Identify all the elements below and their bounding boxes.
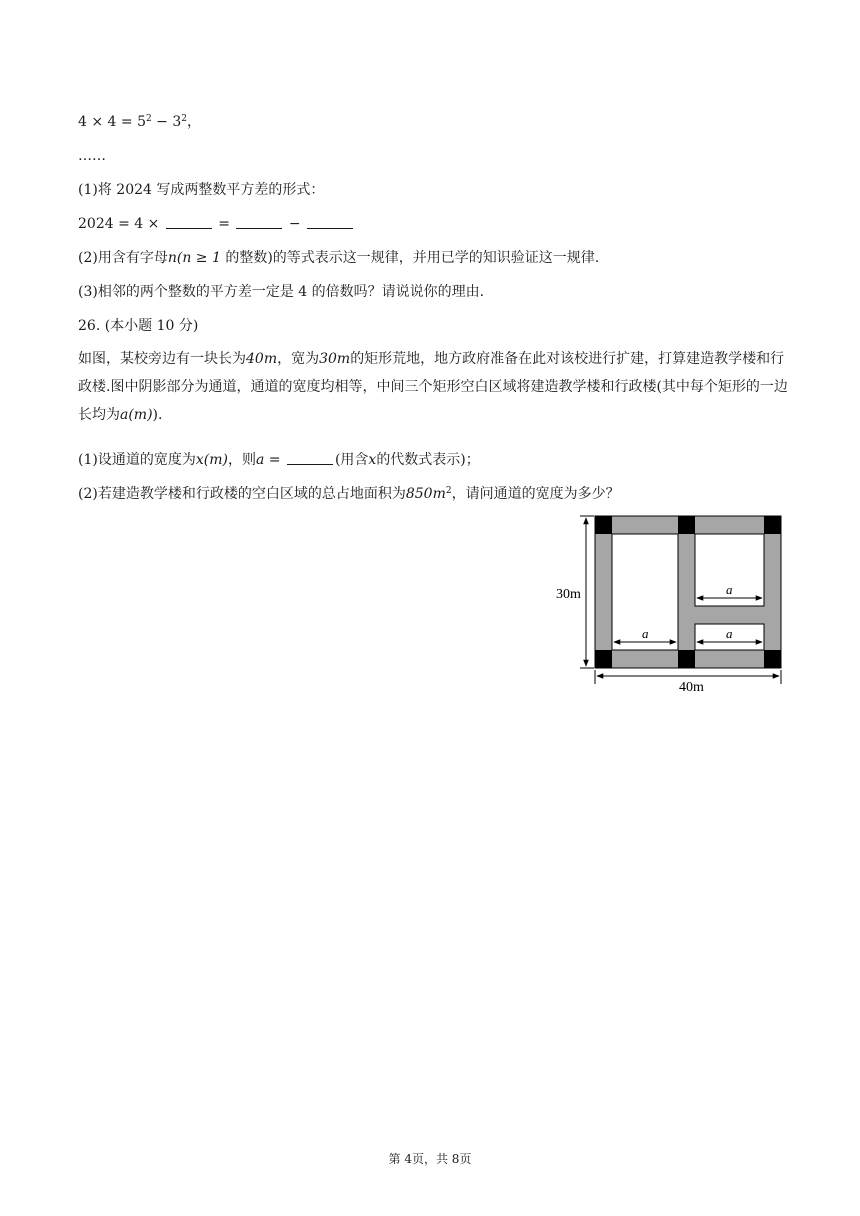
answer-blank[interactable]	[166, 216, 212, 229]
corner-block	[764, 516, 781, 534]
question-1: (1)将 2024 写成两整数平方差的形式：	[78, 182, 325, 198]
site-plan-svg	[548, 508, 788, 703]
q1-eq-sign2: −	[288, 216, 301, 232]
example-equation	[78, 112, 790, 132]
q2-prefix: (2)用含有字母	[78, 250, 168, 266]
sub-question-1	[78, 450, 790, 470]
q1-eq-sign1: =	[218, 216, 230, 232]
eq-end: ，	[187, 114, 201, 130]
eq-exp1: 2	[145, 114, 152, 124]
answer-blank[interactable]	[236, 216, 282, 229]
sub-question-2	[78, 484, 790, 504]
height-label: 30m	[556, 587, 581, 602]
corner-block	[764, 650, 781, 668]
answer-blank[interactable]	[307, 216, 353, 229]
s1-end: 的代数式表示)；	[376, 452, 480, 468]
corner-block	[678, 516, 695, 534]
a-label: a	[726, 582, 733, 597]
problem-26-body	[78, 345, 790, 429]
body-text-3: 的矩形荒地，地方政府准备在此对该校进行扩建，打算建造教学楼和行政楼.图中阴影部分为通道，通道的宽度均相等，中间三个矩形空白区域将建造教学楼和行政楼(其中每个矩形的一边长均为	[78, 351, 788, 423]
q2-var: n(n ≥ 1	[167, 250, 221, 266]
site-plan-figure	[548, 508, 788, 703]
s1-suffix: (用含	[334, 452, 369, 468]
ellipsis: ……	[78, 148, 106, 164]
s2-prefix: (2)若建造教学楼和行政楼的空白区域的总占地面积为	[78, 486, 406, 502]
s2-exp: 2	[445, 486, 452, 496]
body-text-1: 如图，某校旁边有一块长为	[78, 351, 246, 367]
eq-exp2: 2	[181, 114, 187, 124]
a-label: a	[726, 626, 733, 641]
question-2	[78, 248, 790, 268]
q2-suffix: 的整数)的等式表示这一规律，并用已学的知识验证这一规律.	[220, 250, 600, 266]
s2-suffix: ，请问通道的宽度为多少？	[451, 486, 620, 502]
corner-block	[595, 516, 612, 534]
s1-mid: ，则	[227, 452, 256, 468]
s2-area: 850m	[405, 486, 446, 502]
corner-block	[595, 650, 612, 668]
question-3: (3)相邻的两个整数的平方差一定是 4 的倍数吗？请说说你的理由.	[78, 284, 485, 300]
s1-var: x(m)	[195, 452, 228, 468]
a-variable: a(m)	[120, 407, 153, 423]
s1-a: a =	[255, 452, 281, 468]
a-label: a	[642, 626, 649, 641]
s1-x: x	[368, 452, 377, 468]
problem-26-heading: 26. (本小题 10 分)	[78, 318, 199, 334]
s1-prefix: (1)设通道的宽度为	[78, 452, 196, 468]
width-value: 30m	[319, 351, 351, 367]
q1-eq-prefix: 2024 = 4 ×	[78, 216, 160, 232]
width-label: 40m	[679, 680, 704, 695]
body-text-2: ，宽为	[277, 351, 320, 367]
page-footer: 第 4页，共 8页	[388, 1152, 472, 1166]
corner-block	[678, 650, 695, 668]
body-text-4: ).	[152, 407, 163, 423]
answer-blank[interactable]	[287, 452, 333, 465]
length-value: 40m	[246, 351, 278, 367]
question-1-equation	[78, 214, 790, 234]
eq-left: 4 × 4 = 5	[78, 114, 146, 130]
eq-mid: − 3	[151, 114, 182, 130]
